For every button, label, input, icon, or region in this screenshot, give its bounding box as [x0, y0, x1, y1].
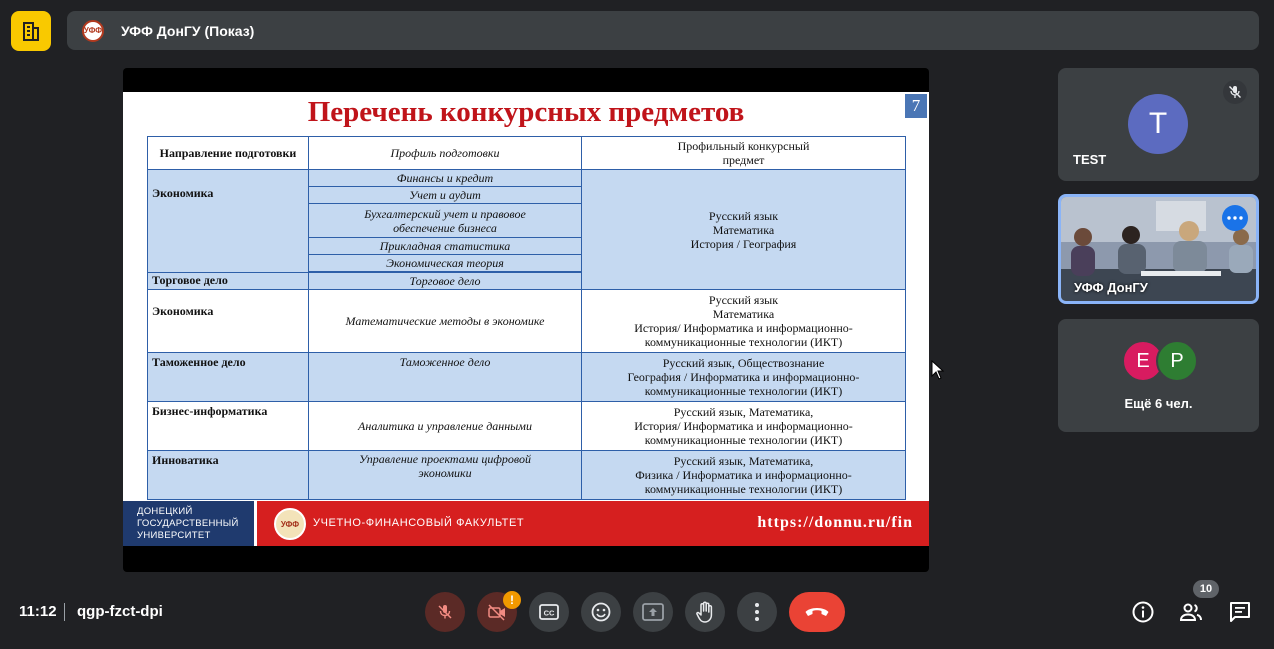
avatar: E: [1122, 340, 1164, 382]
meeting-time: 11:12: [19, 603, 57, 620]
direction-cell: Экономика: [148, 170, 309, 273]
slide: [123, 92, 929, 546]
direction-cell: Бизнес-информатика: [148, 402, 309, 451]
chat-button[interactable]: [1228, 600, 1252, 624]
subject-line: коммуникационные технологии (ИКТ): [644, 384, 843, 398]
subject-line: Русский язык: [708, 293, 779, 307]
subjects-cell: [582, 353, 906, 402]
profile-cell: Управление проектами цифровой экономики: [309, 451, 582, 500]
subject-line: Русский язык, Обществознание: [662, 356, 825, 370]
people-count-badge: 10: [1193, 580, 1219, 598]
table-header-cell: Профиль подготовки: [309, 137, 582, 170]
mic-toggle-button[interactable]: [425, 592, 465, 632]
subjects-cell: [582, 402, 906, 451]
mouse-cursor-icon: [931, 360, 945, 380]
meeting-title: УФФ ДонГУ (Показ): [121, 22, 255, 39]
hand-icon: [696, 601, 714, 623]
camera-warning-badge: !: [503, 591, 521, 609]
university-line: ДОНЕЦКИЙ: [137, 506, 193, 517]
profile-cell: Торговое дело: [309, 273, 582, 290]
app-building-button[interactable]: [11, 11, 51, 51]
meeting-info-button[interactable]: [1131, 600, 1155, 624]
subjects-table: [147, 136, 906, 500]
profile-cell: Экономическая теория: [309, 255, 582, 272]
end-call-button[interactable]: [789, 592, 845, 632]
captions-icon: [539, 604, 559, 620]
subject-line: Русский язык, Математика,: [673, 454, 814, 468]
meeting-code: qgp-fzct-dpi: [77, 603, 163, 620]
avatar: T: [1128, 94, 1188, 154]
subjects-cell: [582, 290, 906, 353]
more-options-button[interactable]: [737, 592, 777, 632]
subject-line: Математика: [712, 222, 775, 237]
slide-title: Перечень конкурсных предметов: [307, 96, 745, 128]
direction-cell: Инноватика: [148, 451, 309, 500]
subject-line: Русский язык, Математика,: [673, 405, 814, 419]
profile-cell: Учет и аудит: [309, 187, 582, 204]
avatar: P: [1156, 340, 1198, 382]
more-participants-tile[interactable]: [1058, 319, 1259, 432]
table-header-row: [148, 137, 906, 170]
table-header-cell: Профильный конкурсный предмет: [582, 137, 906, 170]
table-header-cell: Направление подготовки: [148, 137, 309, 170]
participant-name: TEST: [1073, 152, 1107, 167]
mic-off-icon: [436, 603, 454, 621]
university-line: УНИВЕРСИТЕТ: [137, 530, 211, 541]
captions-button[interactable]: [529, 592, 569, 632]
people-icon: [1179, 602, 1203, 622]
present-button[interactable]: [633, 592, 673, 632]
direction-cell: Экономика: [148, 290, 309, 353]
emoji-icon: [591, 602, 611, 622]
subjects-cell: [582, 170, 906, 290]
table-row: [148, 290, 906, 353]
profile-cell: Прикладная статистика: [309, 238, 582, 255]
raise-hand-button[interactable]: [685, 592, 725, 632]
university-name: [123, 501, 254, 546]
profile-cell: Аналитика и управление данными: [309, 402, 582, 451]
subject-line: коммуникационные технологии (ИКТ): [644, 482, 843, 496]
profile-cell: Финансы и кредит: [309, 170, 582, 187]
presentation-stage[interactable]: [123, 68, 929, 572]
slide-number: 7: [905, 94, 927, 118]
faculty-logo: УФФ: [82, 20, 104, 42]
faculty-name: УЧЕТНО-ФИНАНСОВЫЙ ФАКУЛЬТЕТ: [313, 517, 525, 529]
camera-off-icon: [487, 603, 507, 621]
table-row: [148, 353, 906, 402]
end-call-icon: [804, 606, 830, 618]
chat-icon: [1229, 601, 1251, 623]
slide-footer: [123, 501, 929, 546]
subjects-cell: [582, 451, 906, 500]
subject-line: География / Информатика и информационно-: [627, 370, 860, 384]
direction-cell: Таможенное дело: [148, 353, 309, 402]
subject-line: Физика / Информатика и информационно-: [635, 468, 852, 482]
more-participants-label: Ещё 6 чел.: [1124, 396, 1193, 411]
profile-cell: Бухгалтерский учет и правовое обеспечение бизнеса: [309, 204, 582, 238]
subject-line: История / География: [690, 236, 797, 251]
subject-line: История/ Информатика и информационно-: [634, 321, 853, 335]
more-horiz-icon: [1227, 216, 1243, 220]
subject-line: Русский язык: [708, 208, 779, 223]
subject-line: История/ Информатика и информационно-: [634, 419, 853, 433]
faculty-logo: УФФ: [274, 508, 306, 540]
direction-cell: Торговое дело: [148, 273, 309, 290]
table-row: [148, 170, 906, 187]
participant-video-tile[interactable]: [1058, 194, 1259, 304]
profile-cell: Таможенное дело: [309, 353, 582, 402]
participant-tile[interactable]: [1058, 68, 1259, 181]
mic-off-icon: [1228, 85, 1242, 99]
meeting-info-divider: [64, 603, 65, 621]
more-vert-icon: [755, 603, 759, 621]
svg-text:CC: CC: [543, 608, 555, 618]
subject-line: коммуникационные технологии (ИКТ): [644, 335, 843, 349]
subject-line: Математика: [712, 307, 775, 321]
participant-options-button[interactable]: [1222, 205, 1248, 231]
footer-divider: [254, 501, 257, 546]
profile-cell: Математические методы в экономике: [309, 290, 582, 353]
mic-off-indicator: [1223, 80, 1247, 104]
building-icon: [21, 20, 41, 42]
university-line: ГОСУДАРСТВЕННЫЙ: [137, 518, 239, 529]
table-row: [148, 402, 906, 451]
emoji-reaction-button[interactable]: [581, 592, 621, 632]
faculty-url: https://donnu.ru/fin: [757, 514, 913, 531]
people-button[interactable]: [1179, 600, 1203, 624]
participant-name: УФФ ДонГУ: [1074, 280, 1148, 295]
meeting-title-bar[interactable]: [67, 11, 1259, 50]
info-icon: [1132, 601, 1154, 623]
subject-line: коммуникационные технологии (ИКТ): [644, 433, 843, 447]
table-row: [148, 451, 906, 500]
present-icon: [642, 603, 664, 621]
